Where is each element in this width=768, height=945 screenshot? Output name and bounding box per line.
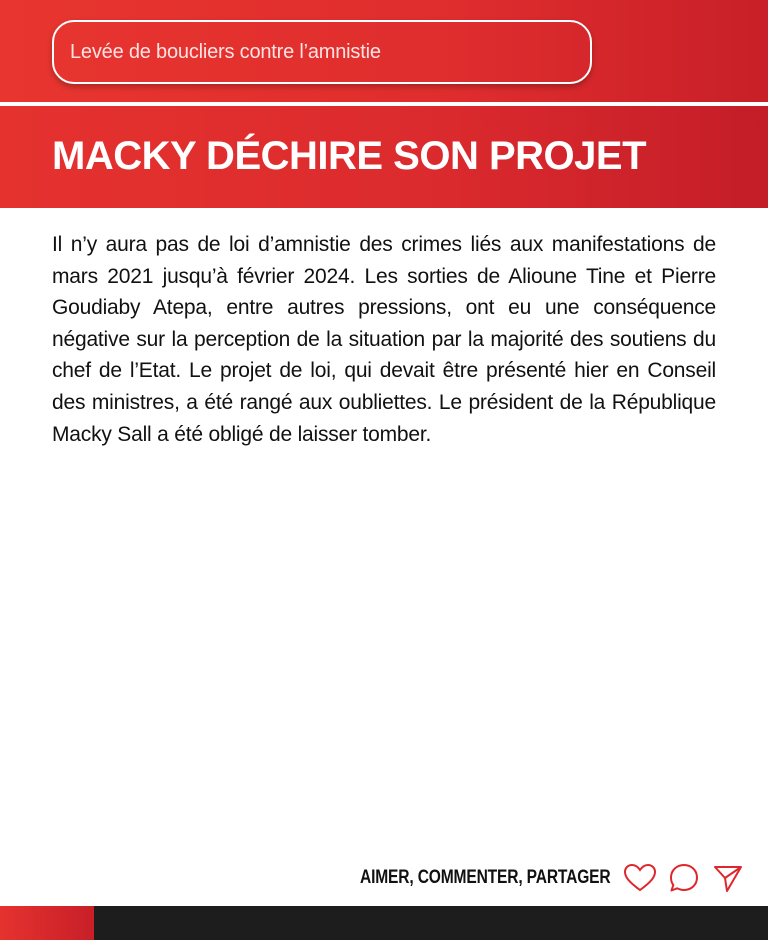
footer-bar	[0, 906, 768, 940]
article-body: Il n’y aura pas de loi d’amnistie des crimes liés aux manifestations de mars 2021 jusqu’à février 2024. Les sorties de Alioune Tine et Pierre Goudiaby Atepa, entre autres pressions, ont eu une conséquence négative sur la perception de la situation par la majorité des soutiens du chef de l’Etat. Le projet de loi, qui devait être présenté hier en Conseil des ministres, a été rangé aux oubliettes. Le président de la République Macky Sall a été obligé de laisser tomber.	[52, 233, 716, 446]
kicker-pill	[52, 20, 592, 84]
share-icon[interactable]	[710, 860, 746, 896]
header-divider	[0, 102, 768, 106]
kicker-text: Levée de boucliers contre l’amnistie	[70, 40, 381, 63]
cta-text: AIMER, COMMENTER, PARTAGER	[359, 867, 610, 888]
header-banner	[0, 0, 768, 208]
engagement-bar	[305, 860, 746, 896]
comment-icon[interactable]	[666, 860, 702, 896]
headline: MACKY DÉCHIRE SON PROJET	[52, 134, 647, 178]
heart-icon[interactable]	[622, 860, 658, 896]
footer-accent	[0, 906, 94, 940]
